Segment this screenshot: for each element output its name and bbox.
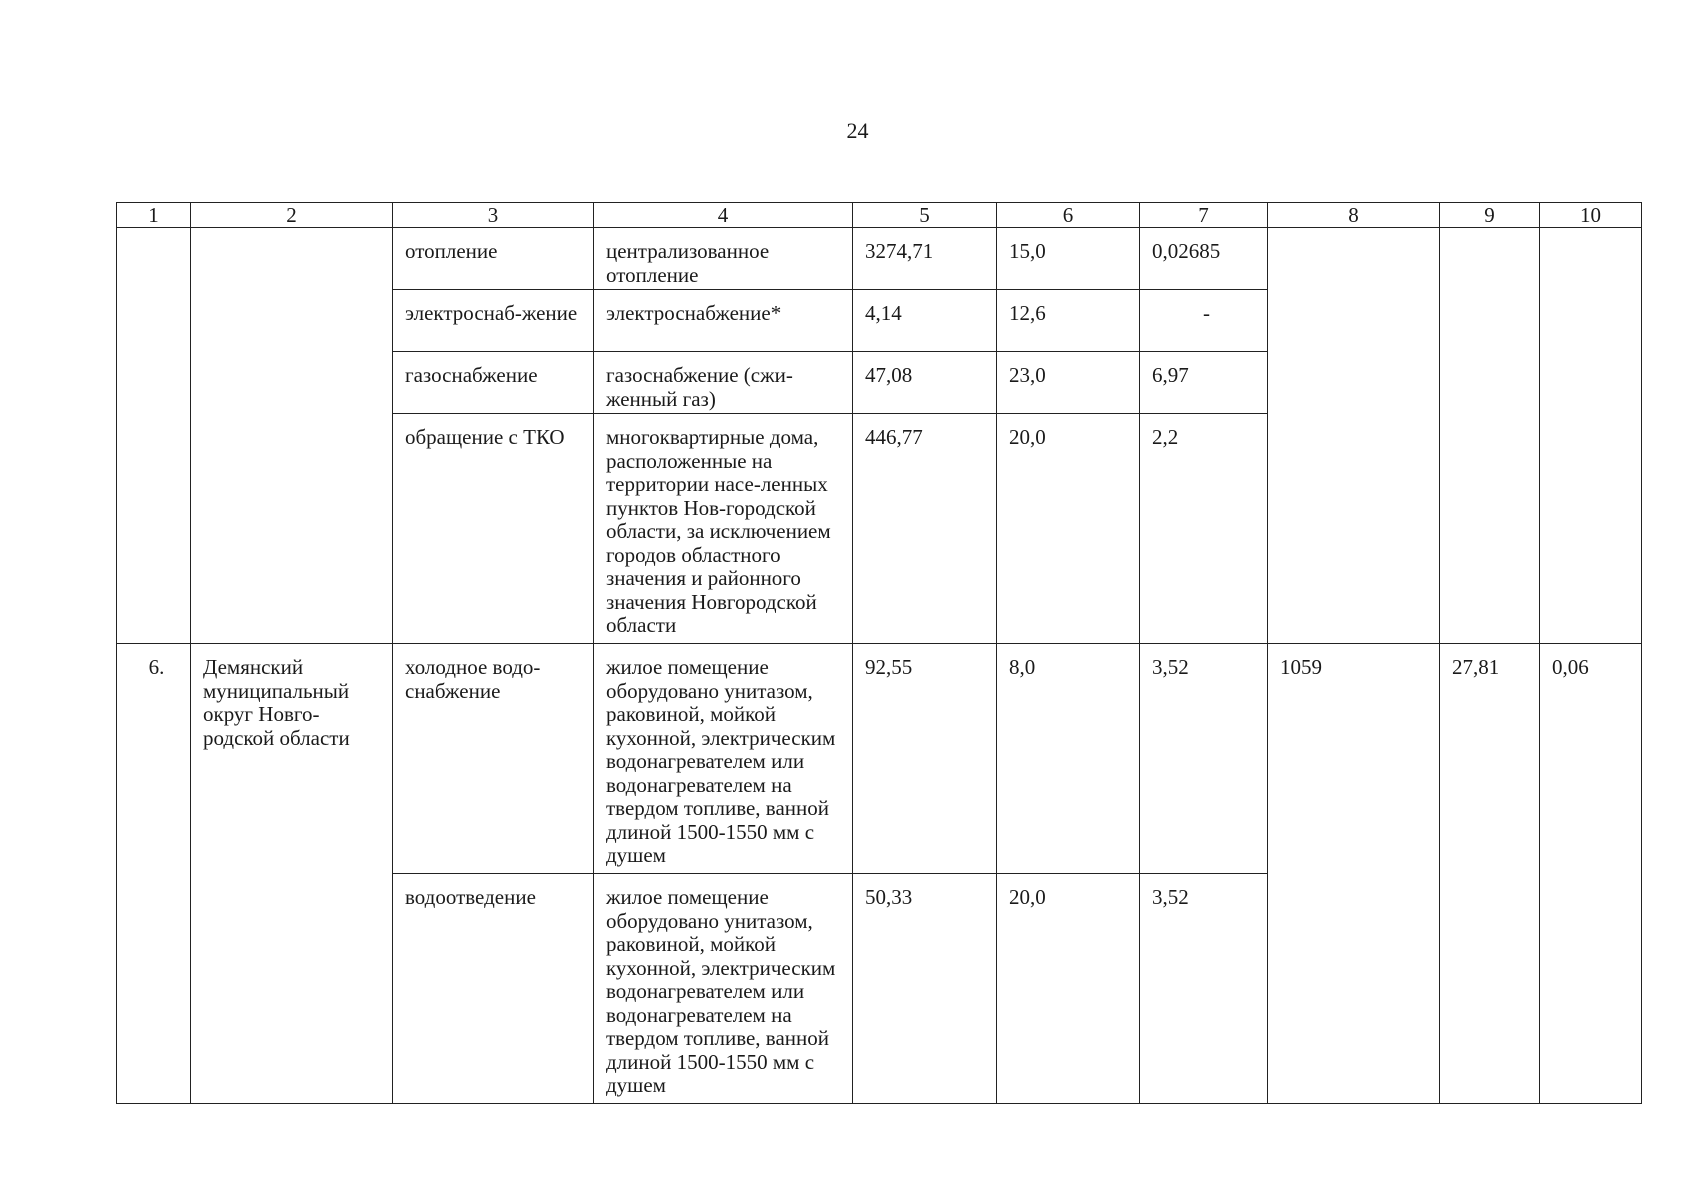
value-cell: 20,0 [997,414,1140,644]
value-cell: 47,08 [853,352,997,414]
column-header: 8 [1268,203,1440,228]
column-header: 3 [393,203,594,228]
service-cell: газоснабжение [393,352,594,414]
column-header: 1 [117,203,191,228]
service-cell: холодное водо-снабжение [393,644,594,874]
page-number: 24 [846,118,869,143]
description-cell: централизованное отопление [594,228,853,290]
value-cell: 2,2 [1140,414,1268,644]
service-cell: электроснаб-жение [393,290,594,352]
value-cell: 50,33 [853,874,997,1104]
index-cell: 6. [117,644,191,1104]
description-cell: жилое помещение оборудовано унитазом, раковиной, мойкой кухонной, электрическим водонагревателем или водонагревателем на твердом топливе, ванной длиной 1500-1550 мм с душем [594,874,853,1104]
value-cell: 3274,71 [853,228,997,290]
description-cell: многоквартирные дома, расположенные на территории насе-ленных пунктов Нов-городской области, за исключением городов областного значения и районного значения Новгородской области [594,414,853,644]
value-cell: 27,81 [1440,644,1540,1104]
description-cell: электроснабжение* [594,290,853,352]
value-cell: 3,52 [1140,644,1268,874]
value-cell: 23,0 [997,352,1140,414]
tariff-table [116,202,1642,1104]
value-cell: 92,55 [853,644,997,874]
column-header: 9 [1440,203,1540,228]
value-cell: 15,0 [997,228,1140,290]
municipality-cell [191,228,393,644]
value-cell: 20,0 [997,874,1140,1104]
column-header: 10 [1540,203,1642,228]
value-cell: - [1140,290,1268,352]
value-cell: 0,06 [1540,644,1642,1104]
column-header: 2 [191,203,393,228]
value-cell: 8,0 [997,644,1140,874]
column-header: 5 [853,203,997,228]
column-header: 4 [594,203,853,228]
column-number-row [117,203,1642,228]
service-cell: обращение с ТКО [393,414,594,644]
index-cell [117,228,191,644]
column-header: 6 [997,203,1140,228]
value-cell: 0,02685 [1140,228,1268,290]
value-cell: 1059 [1268,644,1440,1104]
table-row [117,228,1642,290]
table-row [117,644,1642,874]
service-cell: водоотведение [393,874,594,1104]
column-header: 7 [1140,203,1268,228]
service-cell: отопление [393,228,594,290]
description-cell: газоснабжение (сжи-женный газ) [594,352,853,414]
description-cell: жилое помещение оборудовано унитазом, раковиной, мойкой кухонной, электрическим водонагревателем или водонагревателем на твердом топливе, ванной длиной 1500-1550 мм с душем [594,644,853,874]
value-cell [1268,228,1440,644]
value-cell: 4,14 [853,290,997,352]
value-cell [1540,228,1642,644]
value-cell: 446,77 [853,414,997,644]
value-cell [1440,228,1540,644]
value-cell: 12,6 [997,290,1140,352]
value-cell: 3,52 [1140,874,1268,1104]
value-cell: 6,97 [1140,352,1268,414]
municipality-cell: Демянский муниципальный округ Новго-родской области [191,644,393,1104]
